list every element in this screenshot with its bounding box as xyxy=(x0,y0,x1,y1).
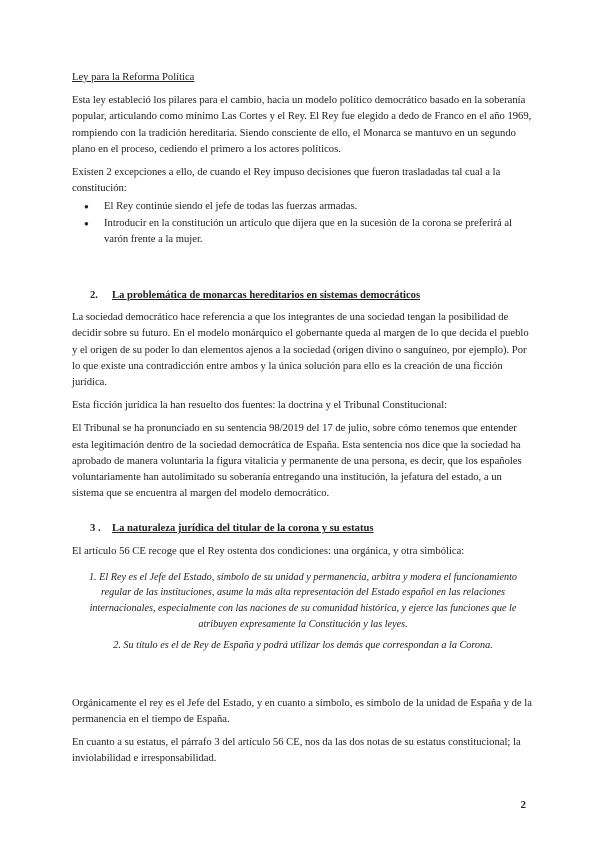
section-2-paragraph-1: La sociedad democrático hace referencia a que los integrantes de una sociedad tengan la posibilidad de decidir sobre su futuro. En el modelo monárquico el gobernante queda al margen de lo que decida el pueblo y el origen de su poder lo dan elementos ajenos a la sociedad (origen divino o sanguíneo, por ejemplo). Por lo que existe una contradicción entre ambos y la única solución para ello es la creación de una ficción jurídica. xyxy=(72,312,529,389)
section-3-title: La naturaleza jurídica del titular de la corona y su estatus xyxy=(112,523,374,535)
section-3-intro: El artículo 56 CE recoge que el Rey ostenta dos condiciones: una orgánica, y otra simbólica: xyxy=(72,545,465,557)
section-3-paragraph-1: Orgánicamente el rey es el Jefe del Estado, y en cuanto a símbolo, es símbolo de la unidad de España y de la permanencia en el tiempo de España. xyxy=(72,697,532,726)
exceptions-list xyxy=(72,199,534,248)
section-3-paragraph-2: En cuanto a su estatus, el párrafo 3 del artículo 56 CE, nos da las dos notas de su estatus constitucional; la inviolabilidad e irresponsabilidad. xyxy=(72,737,521,765)
section-3-heading xyxy=(90,521,534,537)
document-page xyxy=(72,70,534,775)
section-2-paragraph-3: El Tribunal se ha pronunciado en su sentencia 98/2019 del 17 de julio, sobre cómo tenemos que entender esta legitimación dentro de la sociedad democrática de España. Esta sentencia nos dice que la sociedad ha aprobado de manera voluntaria la figura vitalicia y permanente de una persona, es decir, que los españoles voluntariamente han autolimitado su soberanía entregando una institución, la jefatura del estado, a un sistema que se encuentra al margen del modelo democrático. xyxy=(72,423,522,500)
section-2-paragraph-2: Esta ficción jurídica la han resuelto dos fuentes: la doctrina y el Tribunal Constitucional: xyxy=(72,400,448,412)
page-number: 2 xyxy=(520,799,526,811)
list-item: ● El Rey continúe siendo el jefe de todas las fuerzas armadas. xyxy=(84,199,534,215)
section-law-title: Ley para la Reforma Política xyxy=(72,72,195,83)
section-2-title: La problemática de monarcas hereditarios en sistemas democráticos xyxy=(112,290,421,302)
list-item: ● Introducir en la constitución un artículo que dijera que en la sucesión de la corona se preferirá al varón frente a la mujer. xyxy=(84,216,534,248)
section-2-heading xyxy=(90,288,534,304)
section-law-paragraph-2: Existen 2 excepciones a ello, de cuando el Rey impuso decisiones que fueron trasladadas tal cual a la constitución: xyxy=(72,167,501,195)
section-3-number: 3 . xyxy=(90,523,101,535)
section-2-number: 2. xyxy=(90,290,98,302)
section-law-paragraph-1: Esta ley estableció los pilares para el cambio, hacia un modelo político democrático basado en la soberanía popular, articulando como mínimo Las Cortes y el Rey. El Rey fue elegido a dedo de Franco en el año 1969, rompiendo con la tradición hereditaria. Siendo consciente de ello, el Monarca se mantuvo en un segundo plano en el proceso, cediendo el primero a los actores políticos. xyxy=(72,95,532,155)
article-56-quote-2: 2. Su título es el de Rey de España y podrá utilizar los demás que correspondan a la Corona. xyxy=(113,640,493,652)
article-56-quote-1: 1. El Rey es el Jefe del Estado, símbolo de su unidad y permanencia, arbitra y modera el funcionamiento regular de las instituciones, asume la más alta representación del Estado español en las relaciones internacionales, especialmente con las naciones de su comunidad histórica, y ejerce las funciones que le atribuyen expresamente la Constitución y las leyes. xyxy=(88,571,518,630)
